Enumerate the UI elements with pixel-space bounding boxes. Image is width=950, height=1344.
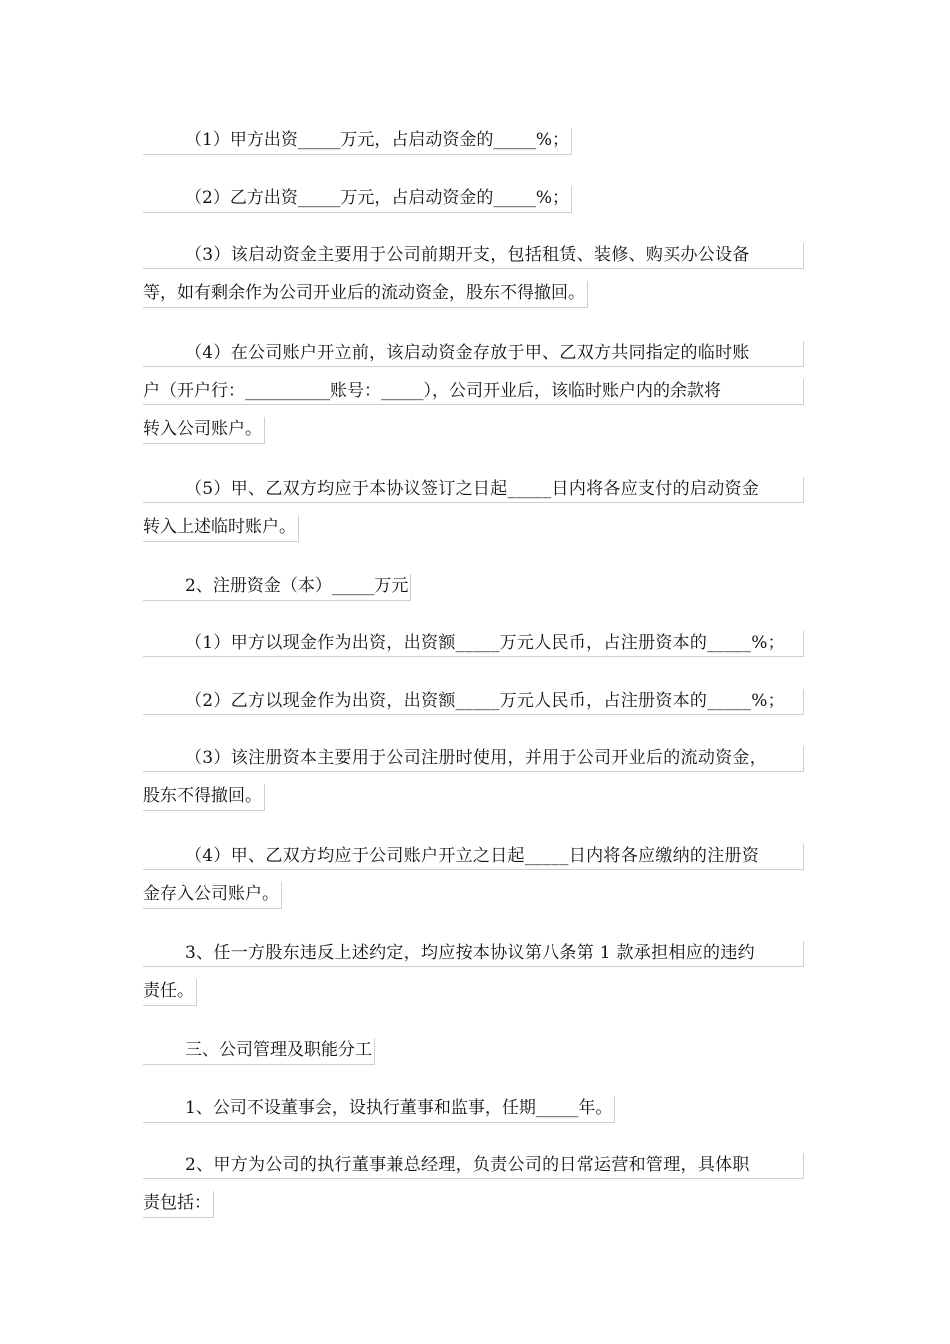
- paragraph-line: 1、公司不设董事会，设执行董事和监事，任期_____年。: [143, 1096, 615, 1123]
- paragraph-3: [143, 243, 804, 320]
- paragraph-2: [143, 186, 572, 225]
- paragraph-line: 责任。: [143, 979, 197, 1006]
- paragraph-11: [143, 1096, 615, 1135]
- paragraph-line: 三、公司管理及职能分工: [143, 1038, 375, 1065]
- section-heading-management: [143, 1038, 375, 1077]
- section-heading-registered-capital: [143, 574, 411, 613]
- paragraph-1: [143, 128, 572, 167]
- paragraph-line: （1）甲方以现金作为出资，出资额_____万元人民币，占注册资本的_____%；: [143, 631, 804, 657]
- paragraph-line: （1）甲方出资_____万元，占启动资金的_____%；: [143, 128, 572, 155]
- paragraph-line: 金存入公司账户。: [143, 882, 282, 909]
- paragraph-7: [143, 689, 804, 727]
- paragraph-10: [143, 941, 804, 1018]
- paragraph-line: （4）甲、乙双方均应于公司账户开立之日起_____日内将各应缴纳的注册资: [143, 844, 804, 870]
- paragraph-line: 2、注册资金（本）_____万元: [143, 574, 411, 601]
- paragraph-line: 责包括：: [143, 1191, 214, 1218]
- paragraph-line: 2、甲方为公司的执行董事兼总经理，负责公司的日常运营和管理，具体职: [143, 1153, 804, 1179]
- paragraph-line: 转入公司账户。: [143, 417, 265, 444]
- paragraph-line: 转入上述临时账户。: [143, 515, 299, 542]
- paragraph-5: [143, 477, 804, 554]
- paragraph-8: [143, 746, 804, 823]
- paragraph-line: 户（开户行：__________账号：_____），公司开业后，该临时账户内的余款将: [143, 379, 804, 405]
- paragraph-4: [143, 341, 804, 456]
- paragraph-line: （5）甲、乙双方均应于本协议签订之日起_____日内将各应支付的启动资金: [143, 477, 804, 503]
- paragraph-line: （2）乙方出资_____万元，占启动资金的_____%；: [143, 186, 572, 213]
- paragraph-line: 股东不得撤回。: [143, 784, 265, 811]
- paragraph-line: （3）该启动资金主要用于公司前期开支，包括租赁、装修、购买办公设备: [143, 243, 804, 269]
- paragraph-line: （2）乙方以现金作为出资，出资额_____万元人民币，占注册资本的_____%；: [143, 689, 804, 715]
- paragraph-line: 3、任一方股东违反上述约定，均应按本协议第八条第 1 款承担相应的违约: [143, 941, 804, 967]
- paragraph-6: [143, 631, 804, 669]
- paragraph-line: （3）该注册资本主要用于公司注册时使用，并用于公司开业后的流动资金，: [143, 746, 804, 772]
- paragraph-9: [143, 844, 804, 921]
- paragraph-12: [143, 1153, 804, 1230]
- paragraph-line: 等，如有剩余作为公司开业后的流动资金，股东不得撤回。: [143, 281, 588, 308]
- paragraph-line: （4）在公司账户开立前，该启动资金存放于甲、乙双方共同指定的临时账: [143, 341, 804, 367]
